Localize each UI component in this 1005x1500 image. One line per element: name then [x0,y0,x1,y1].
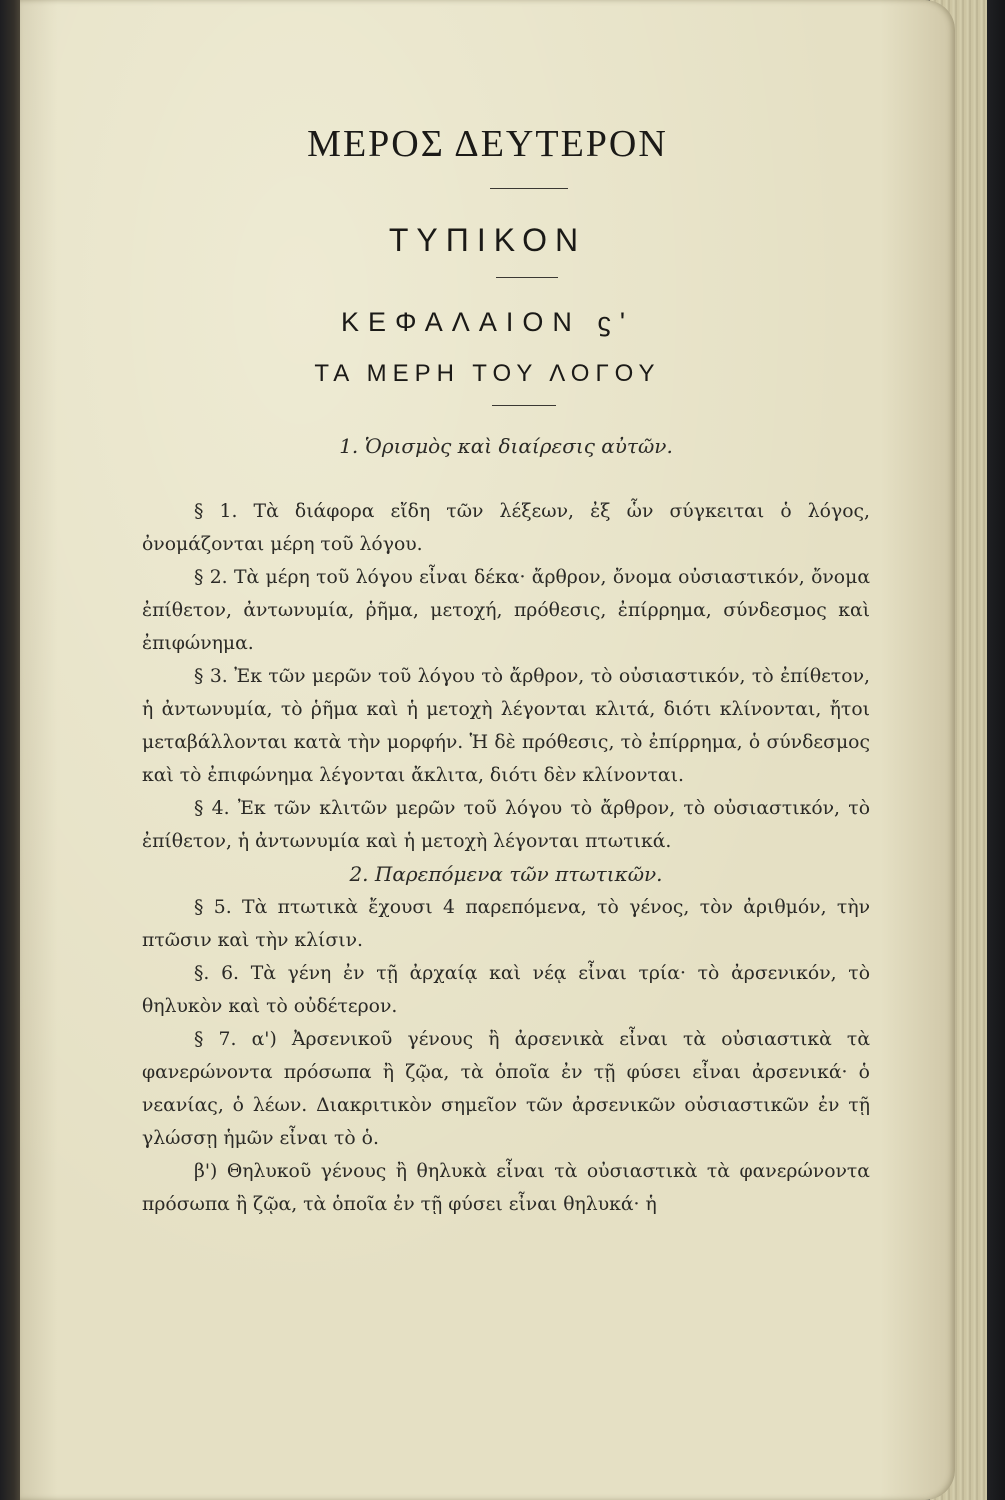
chapter-subtitle: ΤΑ ΜΕΡΗ ΤΟΥ ΛΟΓΟΥ [314,360,661,387]
paragraph-6: §. 6. Τὰ γένη ἐν τῇ ἀρχαίᾳ καὶ νέᾳ εἶναι τρία· τὸ ἀρσενικόν, τὸ θηλυκὸν καὶ τὸ οὐδέτερον. [142,963,870,1017]
spacer [142,475,870,495]
subheading-accidents: 2. Παρεπόμενα τῶν πτωτικῶν. [349,862,663,886]
paragraph-5: § 5. Τὰ πτωτικὰ ἔχουσι 4 παρεπόμενα, τὸ γένος, τὸν ἀριθμόν, τὴν πτῶσιν καὶ τὴν κλίσιν. [142,897,870,951]
divider-rule [492,405,556,406]
part-title: ΜΕΡΟΣ ΔΕΥΤΕΡΟΝ [307,123,668,165]
paragraph-3: § 3. Ἐκ τῶν μερῶν τοῦ λόγου τὸ ἄρθρον, τὸ οὐσιαστικόν, τὸ ἐπίθετον, ἡ ἀντωνυμία, τὸ ῥῆμα καὶ ἡ μετοχὴ λέγονται κλιτά, διότι κλίνονται, ἤτοι μεταβάλλονται κατὰ τὴν μορφήν. Ἡ δὲ πρόθεσις, τὸ ἐπίρρημα, ὁ σύνδεσμος καὶ τὸ ἐπιφώνημα λέγονται ἄκλιτα, διότι δὲν κλίνονται. [142,666,870,786]
section-title: ΤΥΠΙΚΟΝ [388,222,587,258]
paragraph-8: β') Θηλυκοῦ γένους ἢ θηλυκὰ εἶναι τὰ οὐσιαστικὰ τὰ φανερώνοντα πρόσωπα ἢ ζῷα, τὰ ὁποῖα ἐν τῇ φύσει εἶναι θηλυκά· ἡ [142,1161,870,1215]
paragraph-1: § 1. Τὰ διάφορα εἴδη τῶν λέξεων, ἐξ ὧν σύγκειται ὁ λόγος, ὀνομάζονται μέρη τοῦ λόγου. [142,501,870,555]
body-text [142,430,870,1221]
paragraph-7: § 7. α') Ἀρσενικοῦ γένους ἢ ἀρσενικὰ εἶναι τὰ οὐσιαστικὰ τὰ φανερώνοντα πρόσωπα ἢ ζῷα, τὰ ὁποῖα ἐν τῇ φύσει εἶναι ἀρσενικά· ὁ νεανίας, ὁ λέων. Διακριτικὸν σημεῖον τῶν ἀρσενικῶν οὐσιαστικῶν ἐν τῇ γλώσσῃ ἡμῶν εἶναι τὸ ὁ. [142,1029,870,1149]
book-page [20,0,955,1500]
paragraph-2: § 2. Τὰ μέρη τοῦ λόγου εἶναι δέκα· ἄρθρον, ὄνομα οὐσιαστικόν, ὄνομα ἐπίθετον, ἀντωνυμία, ῥῆμα, μετοχή, πρόθεσις, ἐπίρρημα, σύνδεσμος καὶ ἐπιφώνημα. [142,567,870,654]
subheading-definition: 1. Ὁρισμὸς καὶ διαίρεσις αὐτῶν. [339,434,673,458]
book-binding [0,0,20,1500]
divider-rule [496,277,558,278]
divider-rule [490,188,568,189]
paragraph-4: § 4. Ἐκ τῶν κλιτῶν μερῶν τοῦ λόγου τὸ ἄρθρον, τὸ οὐσιαστικόν, τὸ ἐπίθετον, ἡ ἀντωνυμία καὶ ἡ μετοχὴ λέγονται πτωτικά. [142,798,870,852]
chapter-title: ΚΕΦΑΛΑΙΟΝ ϛ' [341,307,634,337]
